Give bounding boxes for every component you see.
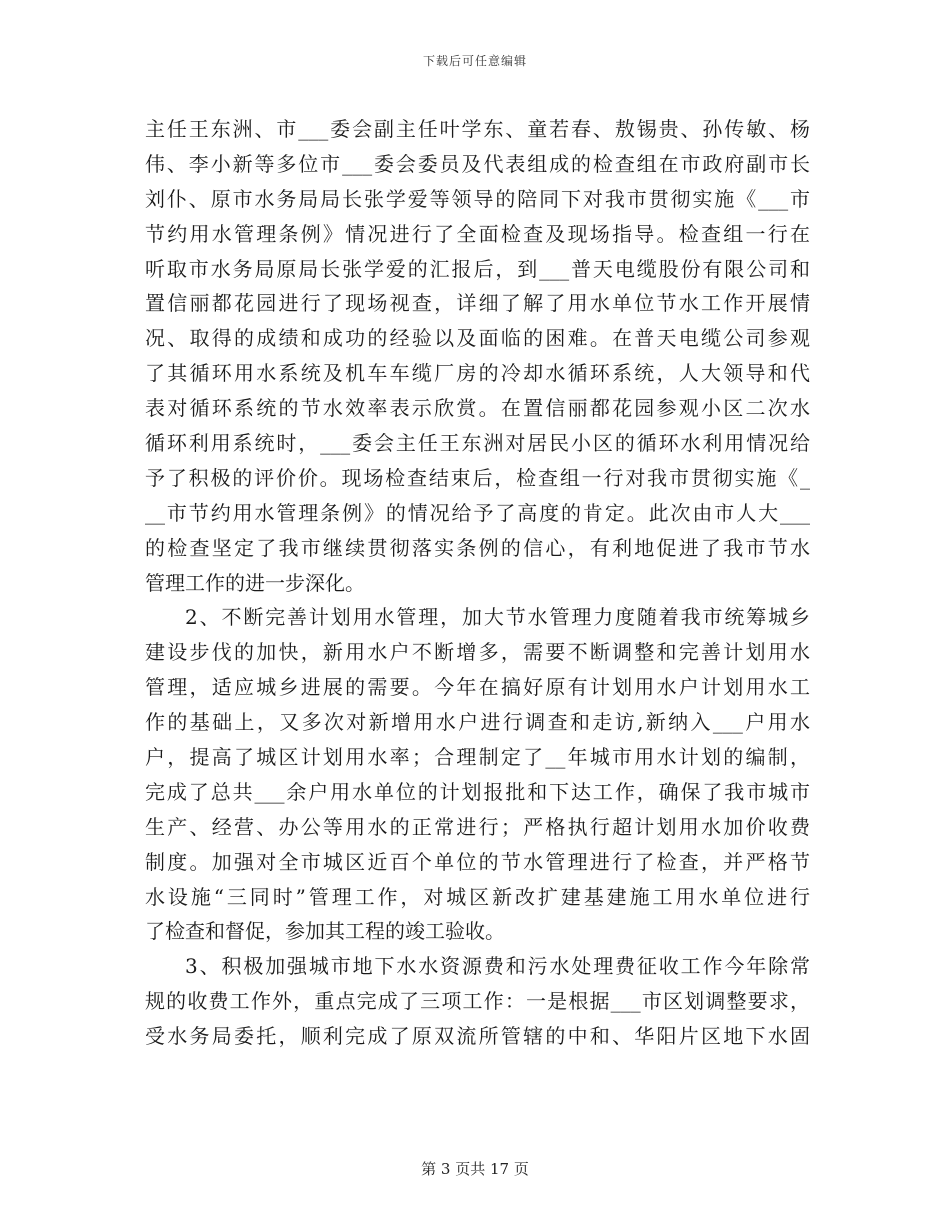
page-number: 第 3 页共 17 页 (421, 1160, 529, 1178)
text-line: 刘仆、原市水务局局长张学爱等领导的陪同下对我市贯彻实施《___市 (145, 186, 810, 211)
text-line: 水设施“三同时”管理工作，对城区新改扩建基建施工用水单位进行 (145, 884, 810, 909)
text-line: 管理，适应城乡进展的需要。今年在搞好原有计划用水户计划用水工 (145, 675, 810, 700)
text-line: 生产、经营、办公等用水的正常进行；严格执行超计划用水加价收费 (145, 814, 810, 839)
text-line: 的检查坚定了我市继续贯彻落实条例的信心，有利地促进了我市节水 (145, 535, 810, 560)
document-body (145, 112, 810, 1054)
paragraph-2 (145, 600, 810, 949)
text-line: 伟、李小新等多位市___委会委员及代表组成的检查组在市政府副市长 (145, 151, 810, 176)
text-line: 户，提高了城区计划用水率；合理制定了__年城市用水计划的编制， (145, 745, 810, 770)
text-line: 规的收费工作外，重点完成了三项工作：一是根据___市区划调整要求， (145, 989, 810, 1014)
text-line: 节约用水管理条例》情况进行了全面检查及现场指导。检查组一行在 (145, 221, 810, 246)
text-line: 建设步伐的加快，新用水户不断增多，需要不断调整和完善计划用水 (145, 640, 810, 665)
text-line: __市节约用水管理条例》的情况给予了高度的肯定。此次由市人大___ (145, 500, 810, 525)
text-line: 了检查和督促，参加其工程的竣工验收。 (145, 919, 505, 944)
text-line: 况、取得的成绩和成功的经验以及面临的困难。在普天电缆公司参观 (145, 326, 810, 351)
text-line: 予了积极的评价价。现场检查结束后，检查组一行对我市贯彻实施《_ (145, 465, 810, 490)
paragraph-1 (145, 112, 810, 600)
text-line: 循环利用系统时，___委会主任王东洲对居民小区的循环水利用情况给 (145, 431, 810, 456)
text-line: 主任王东洲、市___委会副主任叶学东、童若春、敖锡贵、孙传敏、杨 (145, 117, 810, 141)
text-line: 受水务局委托，顺利完成了原双流所管辖的中和、华阳片区地下水固 (145, 1024, 810, 1049)
paragraph-3 (145, 949, 810, 1054)
text-line: 了其循环用水系统及机车车缆厂房的冷却水循环系统，人大领导和代 (145, 361, 810, 386)
text-line: 2、不断完善计划用水管理，加大节水管理力度随着我市统筹城乡 (185, 605, 810, 630)
text-line: 表对循环系统的节水效率表示欣赏。在置信丽都花园参观小区二次水 (145, 396, 810, 421)
page-header: 下载后可任意编辑 (422, 54, 527, 68)
text-line: 作的基础上，又多次对新增用水户进行调查和走访,新纳入___户用水 (145, 710, 810, 735)
text-line: 完成了总共___余户用水单位的计划报批和下达工作，确保了我市城市 (145, 779, 810, 804)
text-line: 制度。加强对全市城区近百个单位的节水管理进行了检查，并严格节 (145, 849, 810, 874)
text-line: 管理工作的进一步深化。 (145, 570, 365, 595)
text-line: 听取市水务局原局长张学爱的汇报后，到___普天电缆股份有限公司和 (145, 256, 810, 281)
text-line: 3、积极加强城市地下水水资源费和污水处理费征收工作今年除常 (185, 954, 810, 979)
text-line: 置信丽都花园进行了现场视查，详细了解了用水单位节水工作开展情 (145, 291, 810, 316)
